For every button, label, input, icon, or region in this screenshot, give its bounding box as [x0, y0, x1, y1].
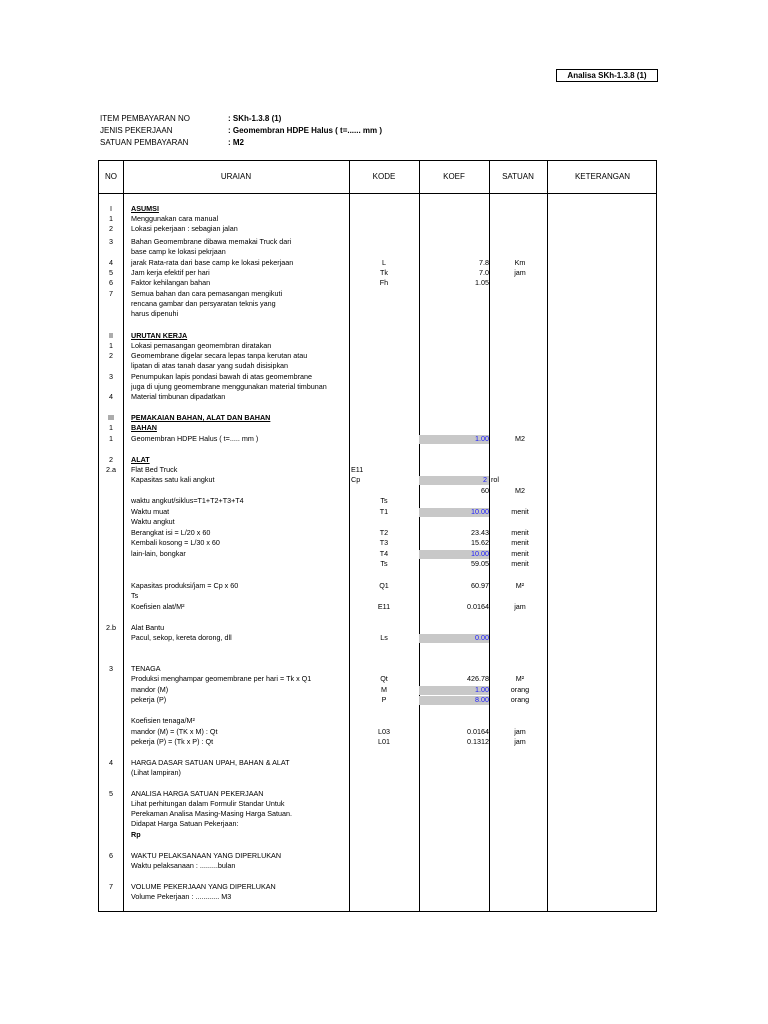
row-satuan: jam — [514, 268, 526, 277]
row-uraian: TENAGA — [131, 664, 161, 673]
row-uraian: URUTAN KERJA — [131, 331, 188, 340]
row-no: 4 — [109, 758, 113, 767]
satuan-label: SATUAN PEMBAYARAN — [100, 138, 189, 147]
row-satuan: jam — [514, 602, 526, 611]
row-kode: T3 — [379, 538, 389, 547]
row-satuan: M² — [515, 674, 525, 683]
row-koef: 1.00 — [475, 434, 489, 443]
row-kode: E11 — [377, 602, 391, 611]
row-koef: 7.8 — [479, 258, 489, 267]
row-no: 1 — [109, 434, 113, 443]
row-uraian: Waktu angkut — [131, 517, 175, 526]
row-uraian: Ts — [131, 591, 139, 600]
row-satuan: Km — [514, 258, 526, 267]
row-koef: 10.00 — [471, 507, 489, 516]
row-uraian: Volume Pekerjaan : ............ M3 — [131, 892, 232, 901]
row-uraian: Produksi menghampar geomembrane per hari = Tk x Q1 — [131, 674, 312, 683]
row-koef: 426.78 — [467, 674, 489, 683]
row-koef: 10.00 — [471, 549, 489, 558]
row-no: II — [109, 331, 113, 340]
row-kode: Ts — [380, 559, 388, 568]
satuan-value: : M2 — [228, 138, 244, 147]
row-uraian: Kapasitas produksi/jam = Cp x 60 — [131, 581, 239, 590]
row-uraian: Lokasi pekerjaan : sebagian jalan — [131, 224, 238, 233]
row-kode: M — [381, 685, 387, 694]
row-koef: 0.1312 — [467, 737, 489, 746]
row-uraian: Berangkat isi = L/20 x 60 — [131, 528, 211, 537]
row-uraian: ALAT — [131, 455, 150, 464]
row-no: 1 — [109, 341, 113, 350]
row-satuan: menit — [511, 538, 529, 547]
row-koef: 15.62 — [471, 538, 489, 547]
row-uraian: Kapasitas satu kali angkut — [131, 475, 215, 484]
row-koef: 59.05 — [471, 559, 489, 568]
row-uraian: Alat Bantu — [131, 623, 165, 632]
row-uraian: Perekaman Analisa Masing-Masing Harga Satuan. — [131, 809, 293, 818]
row-satuan: menit — [511, 549, 529, 558]
row-uraian: Lokasi pemasangan geomembran diratakan — [131, 341, 272, 350]
row-satuan: orang — [510, 685, 530, 694]
row-kode: Q1 — [379, 581, 389, 590]
row-satuan: M2 — [515, 486, 525, 495]
header-block — [100, 113, 400, 153]
row-uraian: WAKTU PELAKSANAAN YANG DIPERLUKAN — [131, 851, 282, 860]
row-uraian: Geomembran HDPE Halus ( t=..... mm ) — [131, 434, 259, 443]
row-no: 1 — [109, 214, 113, 223]
item-no-value: : SKh-1.3.8 (1) — [228, 114, 282, 123]
row-kode: Cp — [351, 475, 361, 484]
item-no-label: ITEM PEMBAYARAN NO — [100, 114, 190, 123]
row-no: 7 — [109, 882, 113, 891]
row-uraian: Penumpukan lapis pondasi bawah di atas geomembrane — [131, 372, 313, 381]
row-kode: Ts — [380, 496, 388, 505]
analysis-ref-box: Analisa SKh-1.3.8 (1) — [556, 69, 658, 82]
row-kode: T4 — [379, 549, 389, 558]
analysis-table — [98, 160, 657, 912]
row-no: 3 — [109, 664, 113, 673]
row-no: 7 — [109, 289, 113, 298]
row-koef: 0.0164 — [467, 602, 489, 611]
row-kode: T2 — [379, 528, 389, 537]
row-koef: 23.43 — [471, 528, 489, 537]
row-uraian: Material timbunan dipadatkan — [131, 392, 226, 401]
row-uraian: lain-lain, bongkar — [131, 549, 186, 558]
row-uraian: Koefisien alat/M² — [131, 602, 185, 611]
row-kode: L03 — [378, 727, 390, 736]
row-uraian: Koefisien tenaga/M² — [131, 716, 195, 725]
row-kode: Ls — [380, 633, 388, 642]
row-uraian: pekerja (P) = (Tk x P) : Qt — [131, 737, 214, 746]
row-no: 5 — [109, 789, 113, 798]
row-uraian: waktu angkut/siklus=T1+T2+T3+T4 — [131, 496, 244, 505]
row-no: 6 — [109, 278, 113, 287]
row-satuan: menit — [511, 528, 529, 537]
row-kode: L01 — [378, 737, 390, 746]
row-uraian: Bahan Geomembrane dibawa memakai Truck dari — [131, 237, 292, 246]
row-satuan: menit — [511, 559, 529, 568]
row-uraian: pekerja (P) — [131, 695, 167, 704]
row-no: 5 — [109, 268, 113, 277]
row-no: III — [108, 413, 114, 422]
row-no: 2.b — [106, 623, 116, 632]
row-uraian: ANALISA HARGA SATUAN PEKERJAAN — [131, 789, 264, 798]
row-satuan: orang — [510, 695, 530, 704]
row-koef: 7.0 — [479, 268, 489, 277]
row-no: 2 — [109, 455, 113, 464]
row-kode: T1 — [379, 507, 389, 516]
row-uraian: rencana gambar dan persyaratan teknis yang — [131, 299, 276, 308]
row-uraian: VOLUME PEKERJAAN YANG DIPERLUKAN — [131, 882, 276, 891]
row-koef: 60.97 — [471, 581, 489, 590]
row-koef: 1.00 — [475, 685, 489, 694]
row-uraian: Waktu muat — [131, 507, 170, 516]
row-uraian: Menggunakan cara manual — [131, 214, 219, 223]
row-uraian: mandor (M) — [131, 685, 169, 694]
row-koef: 2 — [483, 475, 487, 484]
row-uraian: BAHAN — [131, 423, 157, 432]
row-uraian: Semua bahan dan cara pemasangan mengikuti — [131, 289, 283, 298]
row-uraian: jarak Rata-rata dari base camp ke lokasi pekerjaan — [131, 258, 294, 267]
col-divider — [489, 161, 490, 911]
row-satuan: rol — [491, 475, 499, 484]
row-uraian: Kembali kosong = L/30 x 60 — [131, 538, 220, 547]
row-kode: P — [381, 695, 387, 704]
row-no: 1 — [109, 423, 113, 432]
row-no: 2 — [109, 351, 113, 360]
row-uraian: Didapat Harga Satuan Pekerjaan: — [131, 819, 239, 828]
col-header-koef: KOEF — [443, 172, 465, 181]
row-uraian: Geomembrane digelar secara lepas tanpa kerutan atau — [131, 351, 308, 360]
row-no: 2.a — [106, 465, 116, 474]
row-satuan: jam — [514, 737, 526, 746]
row-kode: Fh — [379, 278, 389, 287]
row-uraian: juga di ujung geomembrane menggunakan material timbunan — [131, 382, 327, 391]
row-uraian: Lihat perhitungan dalam Formulir Standar Untuk — [131, 799, 285, 808]
row-uraian: Flat Bed Truck — [131, 465, 178, 474]
row-no: 3 — [109, 372, 113, 381]
row-no: I — [110, 204, 112, 213]
row-koef: 8.00 — [475, 695, 489, 704]
row-no: 2 — [109, 224, 113, 233]
row-uraian: harus dipenuhi — [131, 309, 179, 318]
row-uraian: ASUMSI — [131, 204, 159, 213]
row-satuan: M² — [515, 581, 525, 590]
row-uraian: PEMAKAIAN BAHAN, ALAT DAN BAHAN — [131, 413, 271, 422]
col-header-satuan: SATUAN — [502, 172, 534, 181]
row-kode: L — [382, 258, 386, 267]
row-koef: 1.05 — [475, 278, 489, 287]
row-koef: 0.0164 — [467, 727, 489, 736]
row-uraian: Faktor kehilangan bahan — [131, 278, 211, 287]
col-header-uraian: URAIAN — [220, 172, 252, 181]
col-divider — [123, 161, 124, 911]
header-divider — [99, 193, 656, 194]
row-koef: 0.00 — [475, 633, 489, 642]
col-header-kode: KODE — [372, 172, 396, 181]
row-satuan: menit — [511, 507, 529, 516]
jenis-value: : Geomembran HDPE Halus ( t=...... mm ) — [228, 126, 383, 135]
row-uraian: Pacul, sekop, kereta dorong, dll — [131, 633, 232, 642]
row-uraian: base camp ke lokasi pekrjaan — [131, 247, 226, 256]
row-kode: Tk — [380, 268, 388, 277]
row-uraian: lipatan di atas tanah dasar yang sudah disisipkan — [131, 361, 289, 370]
row-uraian: Jam kerja efektif per hari — [131, 268, 210, 277]
row-no: 3 — [109, 237, 113, 246]
row-no: 4 — [109, 258, 113, 267]
row-koef: 60 — [481, 486, 489, 495]
jenis-label: JENIS PEKERJAAN — [100, 126, 173, 135]
col-header-keterangan: KETERANGAN — [574, 172, 631, 181]
row-satuan: M2 — [515, 434, 525, 443]
row-uraian: Rp — [131, 830, 141, 839]
row-kode: Qt — [380, 674, 388, 683]
row-uraian: mandor (M) = (TK x M) : Qt — [131, 727, 218, 736]
row-no: 4 — [109, 392, 113, 401]
row-satuan: jam — [514, 727, 526, 736]
row-uraian: Waktu pelaksanaan : .........bulan — [131, 861, 236, 870]
row-kode: E11 — [351, 465, 364, 474]
row-uraian: (Lihat lampiran) — [131, 768, 181, 777]
row-no: 6 — [109, 851, 113, 860]
col-header-no: NO — [105, 172, 117, 181]
row-uraian: HARGA DASAR SATUAN UPAH, BAHAN & ALAT — [131, 758, 290, 767]
